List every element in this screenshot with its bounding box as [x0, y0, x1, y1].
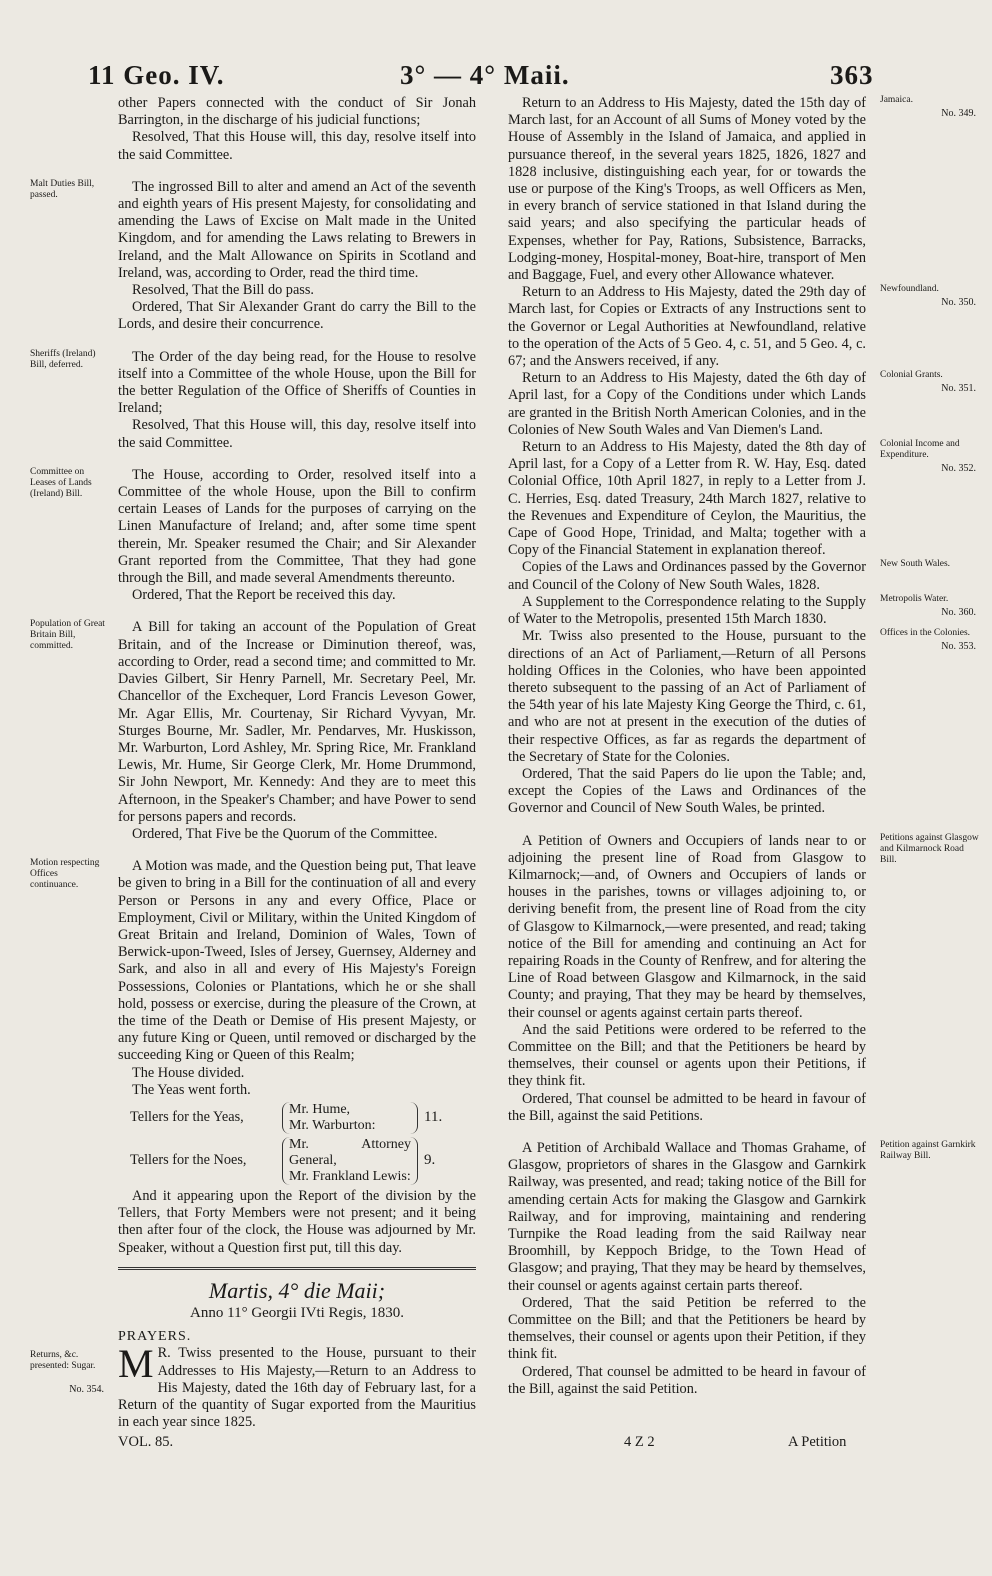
paragraph: Copies of the Laws and Ordinances passed by the Governor and Council of the Colony of New South Wales, 1828. [508, 559, 866, 593]
paragraph: Resolved, That this House will, this day, resolve itself into the said Committee. [118, 417, 476, 451]
entry-new-south-wales [508, 559, 951, 593]
paper-number: No. 352. [941, 463, 976, 475]
margin-note-text: Newfoundland. [880, 284, 939, 295]
paragraph: The House, according to Order, resolved itself into a Committee of the whole House, upon the Bill to confirm certain Leases of Lands for the purposes of carrying on the Linen Manufacture of Ireland; and, after some time spent therein, Mr. Speaker resumed the Chair; and Sir Alexander Grant reported from the Committee, That they had gone through the Bill, and made several Amendments thereunto. [118, 466, 476, 587]
paragraph: other Papers connected with the conduct of Sir Jonah Barrington, in the discharge of his judicial functions; [118, 95, 476, 129]
margin-note-text: Returns, &c. presented: Sugar. [30, 1350, 96, 1372]
vote-count: 11. [424, 1109, 443, 1126]
margin-note: Malt Duties Bill, passed. [30, 178, 95, 200]
margin-note: Motion respecting Offices continuance. [30, 858, 100, 891]
paragraph: A Motion was made, and the Question being put, That leave be given to bring in a Bill for the continuation of all and every Person or Persons in any and every Office, Place or Employment, Civil or Military, within the United Kingdom of Great Britain and Ireland, Dominion of Wales, Town of Berwick-upon-Tweed, Isles of Jersey, Guernsey, Alderney and Sark, and also in all and every of His Majesty's Foreign Possessions, Colonies or Plantations, which he or she shall hold, possess or exercise, during the pleasure of the Crown, at the time of the Death or Demise of His present Majesty, or any future King or Queen, until removed or discharged by the succeeding King or Queen of this Realm; [118, 858, 476, 1064]
tellers-noes [130, 1137, 476, 1185]
signature-mark: 4 Z 2 [624, 1434, 655, 1450]
margin-note-text: Metropolis Water. [880, 593, 949, 604]
paragraph: Return to an Address to His Majesty, dated the 6th day of April last, for a Copy of the Conditions under which Lands are granted in the British North American Colonies, and in the Colonies of New South Wales and Van Diemen's Land. [508, 370, 866, 438]
paragraph: Mr. Twiss also presented to the House, pursuant to the directions of an Act of Parliament,—Return of all Persons holding Offices in the Colonies, who have been appointed thereto subsequent to the passing of an Act of Parliament of the 54th year of his late Majesty King George the Third, c. 61, and who are not at present in the execution of the duties of their respective Offices, as far as regards the department of the Secretary of State for the Colonies. [508, 628, 866, 765]
tellers-names [282, 1137, 418, 1185]
tellers-label: Tellers for the Yeas, [130, 1109, 244, 1126]
paragraph: Ordered, That the said Papers do lie upon the Table; and, except the Copies of the Laws and Ordinances of the Governor and Council of New South Wales, be printed. [508, 765, 866, 817]
margin-note-text: Jamaica. [880, 95, 913, 105]
entry-sheriffs [30, 348, 476, 452]
margin-note: Committee on Leases of Lands (Ireland) Bill. [30, 466, 92, 499]
teller-name: Mr. Attorney General, [289, 1136, 411, 1168]
margin-note-text: Colonial Grants. [880, 370, 943, 381]
margin-note: New South Wales. [880, 559, 951, 570]
paragraph: A Petition of Archibald Wallace and Thomas Grahame, of Glasgow, proprietors of shares in the Glasgow and Garnkirk Railway, was presented, and read; taking notice of the Bill for amending certain Acts for making the Glasgow and Garnkirk Railway, and for improving, maintaining and rendering Turnpike the Road leading from the said Railway near Broomhill, by Keppoch Bridge, to the Town Head of Glasgow; and praying, That they may be heard by themselves, their counsel or agents against certain parts thereof. [508, 1139, 866, 1294]
running-head-center: 3° — 4° Maii. [400, 60, 570, 90]
margin-note: Petition against Garnkirk Railway Bill. [880, 1139, 976, 1161]
entry-returns-sugar [30, 1328, 476, 1431]
entry-garnkirk-railway [508, 1139, 976, 1398]
teller-name: Mr. Warburton: [289, 1117, 376, 1133]
prayers-heading: PRAYERS. [118, 1329, 192, 1345]
paragraph: A Bill for taking an account of the Population of Great Britain, and of the Increase or Diminution thereof, was, according to Order, read a second time; and committed to Mr. Davies Gilbert, Sir Henry Parnell, Mr. Secretary Peel, Mr. Chancellor of the Exchequer, Lord Francis Leveson Gower, Mr. Agar Ellis, Mr. Courtenay, Sir Richard Vyvyan, Mr. Sturges Bourne, Mr. Sadler, Mr. Pendarves, Mr. Huskisson, Mr. Warburton, Lord Ashley, Mr. Spring Rice, Mr. Frankland Lewis, Mr. Hume, Sir George Clerk, Mr. Home Drummond, Sir John Newport, Mr. Kennedy: And they are to meet this Afternoon, in the Speaker's Chamber; and have Power to send for persons papers and records. [118, 619, 476, 825]
volume-label: VOL. 85. [118, 1434, 174, 1450]
paragraph: The House divided. [132, 1064, 245, 1081]
running-head-left: 11 Geo. IV. [88, 60, 225, 90]
paragraph: And the said Petitions were ordered to be referred to the Committee on the Bill; and that the Petitioners be heard by themselves, their counsel or agents upon their Petitions, if they think fit. [508, 1021, 866, 1090]
entry-colonial-grants [508, 370, 976, 439]
teller-name: Mr. Frankland Lewis: [289, 1168, 411, 1184]
right-column [508, 95, 979, 1398]
entry-newfoundland [508, 284, 976, 370]
margin-note [880, 95, 982, 119]
paragraph: The Yeas went forth. [132, 1081, 251, 1098]
paper-number: No. 351. [941, 383, 976, 395]
vote-count: 9. [424, 1152, 436, 1169]
entry-colonial-income [508, 439, 976, 559]
paragraph: And it appearing upon the Report of the division by the Tellers, that Forty Members were not present; and it being then after four of the clock, the House was adjourned by Mr. Speaker, without a Question first put, till this day. [118, 1187, 476, 1256]
paragraph: Ordered, That the said Petition be referred to the Committee on the Bill; and that the Petitioners be heard by themselves, their counsel or agents upon their Petition, if they think fit. [508, 1294, 866, 1363]
margin-note [30, 1350, 108, 1395]
paragraph [118, 1341, 476, 1431]
paragraph: A Petition of Owners and Occupiers of lands near to or adjoining the present line of Road from Glasgow to Kilmarnock;—and, of Owners and Occupiers of lands or houses in the parishes, towns or villages adjoining to, or deriving benefit from, the present line of Road from the city of Glasgow to Kilmarnock,—were presented, and read; taking notice of the Bill for amending and continuing an Act for repairing Roads in the County of Renfrew, and for altering the Line of Road between Glasgow and Kilmarnock, in the said County; and praying, That they may be heard by themselves, their counsel or agents against certain parts thereof. [508, 832, 866, 1021]
paper-number: No. 360. [941, 606, 976, 618]
margin-note [880, 284, 982, 308]
paper-number: No. 353. [941, 641, 976, 653]
entry-motion-offices [30, 858, 476, 1257]
paragraph: Ordered, That counsel be admitted to be heard in favour of the Bill, against the said Petitions. [508, 1090, 866, 1124]
day-title: Martis, 4° die Maii; [208, 1277, 386, 1303]
entry-jamaica [508, 95, 976, 284]
page-number: 363 [830, 60, 874, 90]
margin-note [880, 594, 982, 618]
entry-leases [30, 466, 476, 605]
section-rule [118, 1267, 476, 1270]
paper-number: No. 354. [69, 1384, 104, 1396]
day-subtitle: Anno 11° Georgii IVti Regis, 1830. [190, 1304, 404, 1321]
paragraph: Ordered, That the Report be received this day. [132, 587, 396, 604]
paper-number: No. 349. [941, 108, 976, 119]
paragraph-text: R. Twiss presented to the House, pursuant to their Addresses to His Majesty,—Return to an Address to His Majesty, dated the 16th day of February last, for a Return of the quantity of Sugar exported from the Mauritius in each year since 1825. [118, 1345, 476, 1431]
drop-cap: M [118, 1341, 154, 1387]
tellers-names [282, 1102, 418, 1134]
margin-note-text: Offices in the Colonies. [880, 628, 971, 639]
paragraph: Ordered, That counsel be admitted to be heard in favour of the Bill, against the said Petition. [508, 1363, 866, 1397]
margin-note: Population of Great Britain Bill, committed. [30, 619, 105, 652]
paragraph: Return to an Address to His Majesty, dated the 8th day of April last, for a Copy of a Letter from R. W. Hay, Esq. dated Colonial Office, 10th April 1827, in reply to a Letter from J. C. Herries, Esq. dated Treasury, 24th March 1827, relative to the Revenues and Expenditure of Ceylon, the Mauritius, the Cape of Good Hope, Trinidad, and Malta; together with a Copy of the Financial Statement in explanation thereof. [508, 439, 866, 559]
paragraph: The Order of the day being read, for the House to resolve itself into a Committee of the whole House, upon the Bill for the better Regulation of the Office of Sheriffs of Counties in Ireland; [118, 348, 476, 417]
paragraph: The ingrossed Bill to alter and amend an Act of the seventh and eighth years of His present Majesty, for consolidating and amending the Laws of Excise on Malt made in the United Kingdom, and for amending the Laws relating to Brewers in Ireland, and the Malt Allowance on Spirits in Scotland and Ireland, was, according to Order, read the third time. [118, 178, 476, 281]
margin-note: Petitions against Glasgow and Kilmarnock Road Bill. [880, 832, 979, 865]
entry-barrington-continued [118, 95, 476, 164]
margin-note-text: Colonial Income and Expenditure. [880, 439, 960, 461]
paper-number: No. 350. [941, 297, 976, 309]
paragraph: Resolved, That the Bill do pass. [132, 282, 315, 299]
entry-metropolis-water [508, 593, 976, 628]
paragraph: Ordered, That Sir Alexander Grant do carry the Bill to the Lords, and desire their concurrence. [118, 299, 476, 333]
margin-note [880, 439, 982, 474]
left-column [30, 95, 476, 1431]
entry-glasgow-kilmarnock [508, 832, 979, 1125]
catchword: A Petition [788, 1434, 847, 1450]
tellers-label: Tellers for the Noes, [130, 1152, 247, 1169]
tellers-yeas [130, 1102, 476, 1134]
margin-note [880, 628, 982, 652]
margin-note: Sheriffs (Ireland) Bill, deferred. [30, 348, 96, 370]
margin-note [880, 370, 982, 394]
paragraph: Resolved, That this House will, this day, resolve itself into the said Committee. [118, 129, 476, 163]
entry-malt-duties [30, 178, 476, 334]
paragraph: Return to an Address to His Majesty, dated the 29th day of March last, for Copies or Extracts of any Instructions sent to the Governor or Legal Authorities at Newfoundland, relative to the operation of the Acts of 5 Geo. 4, c. 51, and 5 Geo. 4, c. 67; and the Answers received, if any. [508, 284, 866, 370]
paragraph: Ordered, That Five be the Quorum of the Committee. [132, 825, 438, 842]
entry-population [30, 619, 476, 843]
teller-name: Mr. Hume, [289, 1101, 351, 1117]
paragraph: Return to an Address to His Majesty, dated the 15th day of March last, for an Account of all Sums of Money voted by the House of Assembly in the Island of Jamaica, and applied in pursuance thereof, in the several years 1825, 1826, 1827 and 1828 inclusive, distinguishing each year, for or towards the use or purpose of the King's Troops, as well Officers as Men, in every branch of service stationed in that Island during the said years; and also specifying the particular heads of Expenses, whether for Pay, Rations, Subsistence, Barracks, Lodging-money, Hospital-money, Boat-hire, transport of Men and Baggage, Fuel, and every other Allowance whatever. [508, 95, 866, 284]
entry-offices-colonies [508, 628, 976, 817]
paragraph: A Supplement to the Correspondence relating to the Supply of Water to the Metropolis, presented 15th March 1830. [508, 593, 866, 628]
